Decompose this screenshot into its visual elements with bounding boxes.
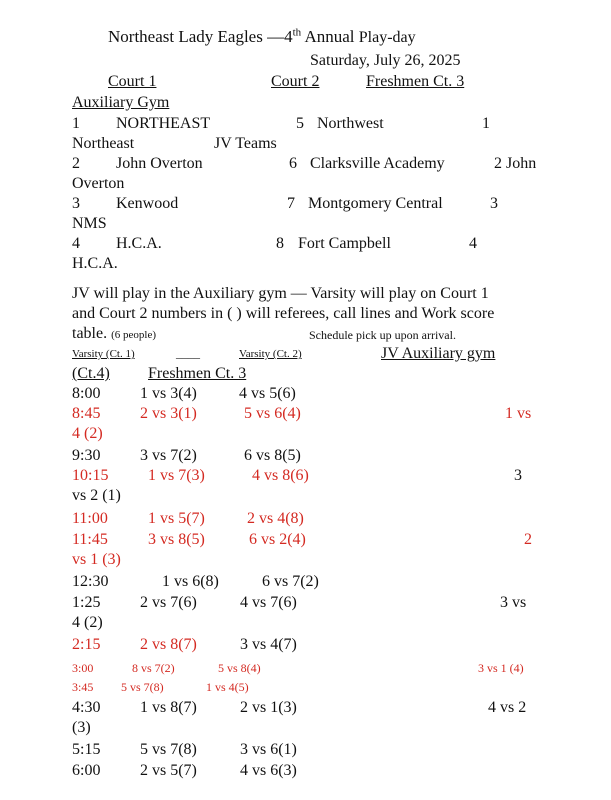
time-slot: 2:15 [72,636,101,653]
team-number: 3 [72,195,80,212]
ct4-header: (Ct.4) [72,365,110,382]
match: 4 (2) [72,614,103,631]
match: 2 vs 3(1) [140,405,197,422]
match: vs 2 (1) [72,487,121,504]
team-number: 5 [296,115,304,132]
time-slot: 3:45 [72,680,94,694]
time-slot: 6:00 [72,762,101,779]
match: 8 vs 7(2) [132,661,175,675]
match: 4 vs 5(6) [239,385,296,402]
time-slot: 8:00 [72,385,101,402]
match: 6 vs 8(5) [244,447,301,464]
jv-aux-header: JV Auxiliary gym [381,345,496,362]
match: 5 vs 7(8) [140,741,197,758]
time-slot: 4:30 [72,699,101,716]
freshmen-ct3-header: Freshmen Ct. 3 [148,365,247,382]
team-number: 6 [289,155,297,172]
team-name: NMS [72,215,107,232]
match: 5 vs 6(4) [244,405,301,422]
notes-line: and Court 2 numbers in ( ) will referees, call lines and Work score [72,305,495,322]
match: vs 1 (3) [72,551,121,568]
match: 2 vs 1(3) [240,699,297,716]
team-number: 3 [490,195,498,212]
notes-line: JV will play in the Auxiliary gym — Varsity will play on Court 1 [72,285,489,302]
match: 2 vs 8(7) [140,636,197,653]
time-slot: 8:45 [72,405,101,422]
team-name: JV Teams [214,135,277,152]
time-slot: 5:15 [72,741,101,758]
event-date: Saturday, July 26, 2025 [310,52,461,69]
auxiliary-gym-header: Auxiliary Gym [72,94,170,111]
team-name: Northwest [317,115,384,132]
match: 2 [524,531,532,548]
court1-header: Court 1 [108,73,157,90]
match: 2 vs 7(6) [140,594,197,611]
team-number: 2 [72,155,80,172]
varsity-ct1-header: Varsity (Ct. 1) [72,348,135,360]
team-number: 4 [72,235,80,252]
match: 1 vs 6(8) [162,573,219,590]
match: 3 vs [500,594,527,611]
match: 6 vs 2(4) [249,531,306,548]
court2-header: Court 2 [271,73,320,90]
match: 2 vs 5(7) [140,762,197,779]
match: 1 vs 4(5) [206,680,249,694]
match: 4 (2) [72,425,103,442]
team-number: 8 [276,235,284,252]
team-name: Northeast [72,135,135,152]
team-number: 7 [287,195,295,212]
team-name: Montgomery Central [308,195,443,212]
page-title: Northeast Lady Eagles —4th Annual Play-day [108,26,416,46]
match: 3 vs 1 (4) [478,661,524,675]
match: 4 vs 2 [488,699,527,716]
blank-line: ____ [176,346,200,360]
pickup-note: Schedule pick up upon arrival. [309,328,456,342]
team-name: 2 John [494,155,537,172]
match: 3 vs 7(2) [140,447,197,464]
match: 1 vs 5(7) [148,510,205,527]
match: (3) [72,719,91,736]
match: 3 [514,467,522,484]
varsity-ct2-header: Varsity (Ct. 2) [239,348,302,360]
match: 6 vs 7(2) [262,573,319,590]
match: 4 vs 6(3) [240,762,297,779]
team-name: Kenwood [116,195,179,212]
match: 2 vs 4(8) [247,510,304,527]
match: 3 vs 8(5) [148,531,205,548]
team-name: Fort Campbell [298,235,391,252]
freshmen-header: Freshmen Ct. 3 [366,73,465,90]
match: 4 vs 7(6) [240,594,297,611]
match: 1 vs 3(4) [140,385,197,402]
match: 3 vs 6(1) [240,741,297,758]
time-slot: 9:30 [72,447,101,464]
time-slot: 11:00 [72,510,108,527]
team-number: 4 [469,235,477,252]
time-slot: 1:25 [72,594,101,611]
team-number: 1 [482,115,490,132]
notes-line: table. (6 people) [72,325,156,342]
team-name: Clarksville Academy [310,155,445,172]
team-name: Overton [72,175,125,192]
time-slot: 12:30 [72,573,109,590]
time-slot: 10:15 [72,467,109,484]
time-slot: 3:00 [72,661,94,675]
match: 4 vs 8(6) [252,467,309,484]
match: 3 vs 4(7) [240,636,297,653]
team-name: John Overton [116,155,203,172]
match: 5 vs 7(8) [121,680,164,694]
team-name: H.C.A. [72,255,118,272]
time-slot: 11:45 [72,531,108,548]
match: 1 vs 8(7) [140,699,197,716]
match: 5 vs 8(4) [218,661,261,675]
match: 1 vs 7(3) [148,467,205,484]
team-name: NORTHEAST [116,115,211,132]
team-number: 1 [72,115,80,132]
match: 1 vs [505,405,532,422]
team-name: H.C.A. [116,235,162,252]
